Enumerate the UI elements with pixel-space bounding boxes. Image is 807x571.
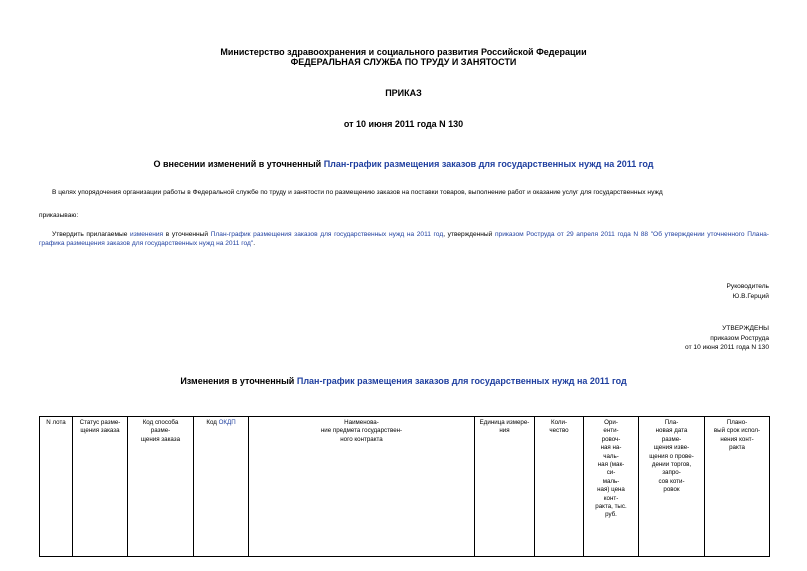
col-execution-term: Плано- вый срок испол- нения конт- ракта [705, 417, 770, 557]
col-planned-date: Пла- новая дата разме- щения изве- щения о прове- дении торгов, запро- сов коти- ровок [639, 417, 705, 557]
approval-line-2: приказом Роструда [710, 334, 769, 342]
document-date: от 10 июня 2011 года N 130 [343, 119, 464, 129]
plan-link[interactable]: План-график размещения заказов для государственных нужд на 2011 год [210, 231, 444, 238]
table-header-row [40, 417, 770, 557]
col-lot-number: N лота [40, 417, 73, 557]
signature-block [727, 282, 769, 301]
okdp-prefix: Код [206, 419, 219, 426]
col-subject: Наименова- ние предмета государствен- ного контракта [249, 417, 475, 557]
col-method-code: Код способа разме- щения заказа [128, 417, 194, 557]
okdp-link[interactable]: ОКДП [218, 419, 236, 426]
col-price: Ори- енти- ровоч- ная на- чаль- ная (мак- си- маль- ная) цена конт- ракта, тыс. руб. [584, 417, 639, 557]
document-title [0, 159, 807, 169]
approve-text-4: . [253, 240, 256, 247]
order-word: приказываю: [39, 212, 79, 219]
col-quantity: Коли- чество [535, 417, 584, 557]
changes-table [39, 416, 770, 557]
service-name: ФЕДЕРАЛЬНАЯ СЛУЖБА ПО ТРУДУ И ЗАНЯТОСТИ [290, 57, 517, 67]
col-status: Статус разме- щения заказа [73, 417, 128, 557]
approve-text-3: , утвержденный [443, 231, 495, 238]
order-88-link[interactable]: приказом Роструда от 29 апреля 2011 года N 88 "Об утверждении уточненного Плана-графика размещения заказов для государственных нужд на 2011 год" [39, 231, 769, 247]
signature-position: Руководитель [726, 283, 769, 290]
changes-link[interactable]: изменения [130, 231, 164, 238]
approval-line-3: от 10 июня 2011 года N 130 [685, 344, 769, 351]
annex-title [0, 376, 807, 386]
document-type: ПРИКАЗ [385, 88, 422, 98]
title-plan-link[interactable]: План-график размещения заказов для государственных нужд на 2011 год [323, 159, 654, 169]
approval-block [685, 324, 769, 353]
title-prefix: О внесении изменений в уточненный [153, 159, 324, 169]
annex-plan-link[interactable]: План-график размещения заказов для государственных нужд на 2011 год [296, 376, 627, 386]
col-okdp-code [194, 417, 249, 557]
approve-text-1: Утвердить прилагаемые [52, 231, 131, 238]
approve-paragraph [39, 230, 769, 248]
intro-paragraph: В целях упорядочения организации работы в Федеральной службе по труду и занятости по размещению заказов на поставки товаров, выполнение работ и оказание услуг для государственных нужд [52, 189, 663, 196]
approval-line-1: УТВЕРЖДЕНЫ [722, 325, 769, 332]
ministry-name: Министерство здравоохранения и социального развития Российской Федерации [220, 47, 587, 57]
approve-text-2: в уточненный [163, 231, 211, 238]
annex-title-prefix: Изменения в уточненный [180, 376, 297, 386]
signature-name: Ю.В.Герций [732, 292, 769, 300]
col-unit: Единица измере- ния [475, 417, 535, 557]
